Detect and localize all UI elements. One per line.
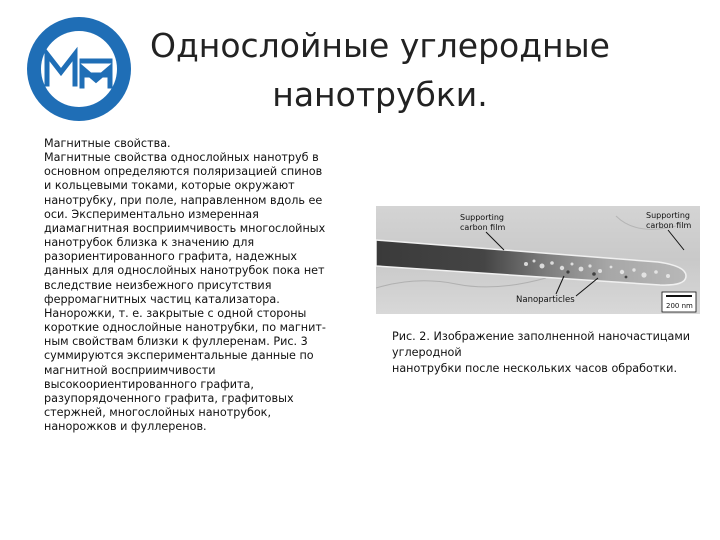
body-line: нанотрубку, при поле, направленном вдоль ее bbox=[44, 193, 323, 207]
body-line: вследствие неизбежного присутствия bbox=[44, 278, 272, 292]
label-nanoparticles: Nanoparticles bbox=[516, 295, 575, 305]
scale-bar-label: 200 nm bbox=[666, 302, 693, 310]
nanotube-micrograph bbox=[376, 206, 700, 314]
body-line: короткие однослойные нанотрубки, по магнит- bbox=[44, 321, 326, 335]
body-line: Магнитные свойства однослойных нанотруб в bbox=[44, 151, 319, 165]
label-carbon-film-right: Supporting bbox=[646, 211, 690, 220]
caption-line: нанотрубки после нескольких часов обработки. bbox=[392, 362, 678, 375]
body-line: нанотрубок близка к значению для bbox=[44, 236, 255, 250]
body-line: основном определяются поляризацией спинов bbox=[44, 165, 323, 179]
label-carbon-film-right-2: carbon film bbox=[646, 221, 692, 230]
caption-line: Рис. 2. Изображение заполненной наночастицами bbox=[392, 330, 691, 343]
body-line: нанорожков и фуллеренов. bbox=[44, 420, 207, 434]
body-line: оси. Экспериментально измеренная bbox=[44, 207, 259, 221]
body-line: Магнитные свойства. bbox=[44, 137, 171, 150]
body-line: суммируются экспериментальные данные по bbox=[44, 349, 314, 363]
title-line: Однослойные углеродные bbox=[149, 26, 610, 65]
body-line: и кольцевыми токами, которые окружают bbox=[44, 179, 295, 193]
body-line: ферромагнитных частиц катализатора. bbox=[44, 292, 280, 306]
slide-title bbox=[120, 22, 640, 120]
body-line: разупорядоченного графита, графитовых bbox=[44, 391, 294, 405]
title-line: нанотрубки. bbox=[272, 74, 488, 114]
body-line: диамагнитная восприимчивость многослойных bbox=[44, 221, 326, 235]
label-carbon-film-left-2: carbon film bbox=[460, 223, 506, 232]
body-line: высокоориентированного графита, bbox=[44, 377, 254, 391]
figure-caption bbox=[392, 329, 708, 377]
body-line: разориентированного графита, надежных bbox=[44, 250, 298, 264]
body-line: стержней, многослойных нанотрубок, bbox=[44, 405, 272, 419]
label-carbon-film-left: Supporting bbox=[460, 213, 504, 222]
body-line: ным свойствам близки к фуллеренам. Рис. 3 bbox=[44, 335, 308, 349]
body-line: Наноpожки, т. е. закрытые с одной стороны bbox=[44, 306, 307, 320]
body-line: магнитной восприимчивости bbox=[44, 363, 216, 377]
body-text bbox=[44, 137, 366, 434]
caption-line: углеродной bbox=[392, 346, 462, 359]
body-line: данных для однослойных нанотрубок пока нет bbox=[44, 264, 325, 278]
